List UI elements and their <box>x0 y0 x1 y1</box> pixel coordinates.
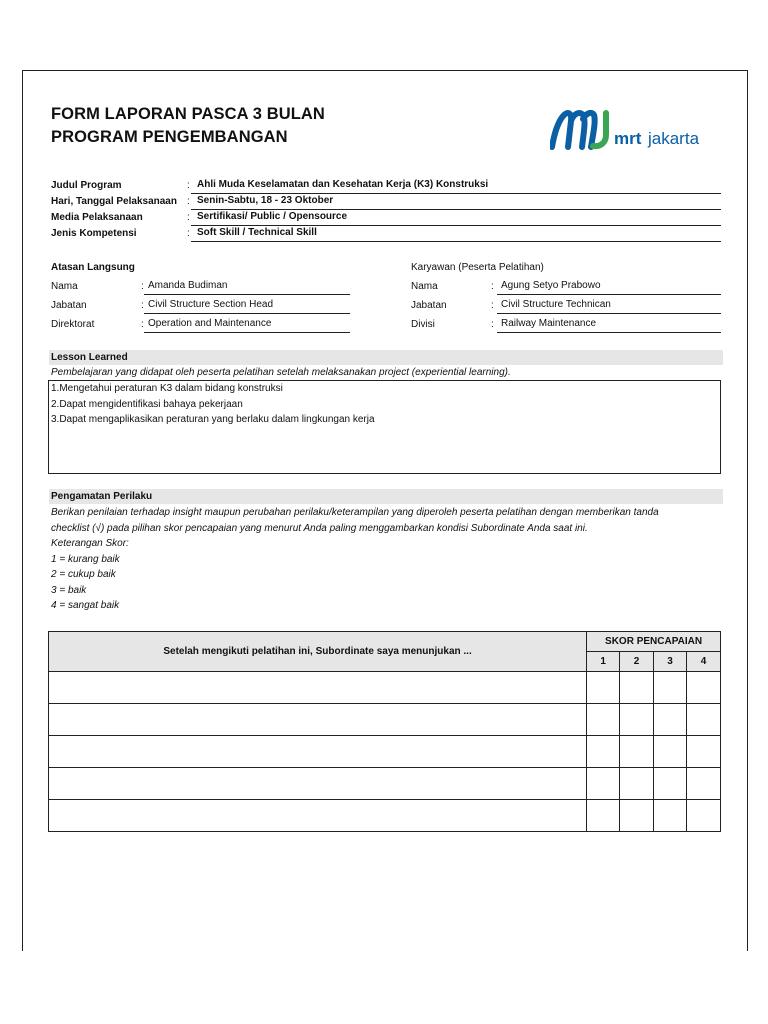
statement-cell[interactable] <box>49 800 587 832</box>
karyawan-label-jabatan: Jabatan <box>411 300 447 311</box>
table-row <box>49 704 721 736</box>
score-cell[interactable] <box>654 800 687 832</box>
score-col-2: 2 <box>620 652 654 672</box>
colon: : <box>187 196 190 207</box>
value-media-pelaksanaan: Sertifikasi/ Public / Opensource <box>191 211 721 226</box>
lesson-item: 2.Dapat mengidentifikasi bahaya pekerjaan <box>51 398 243 410</box>
score-legend-item: 1 = kurang baik <box>51 554 120 565</box>
form-title-line2: PROGRAM PENGEMBANGAN <box>51 128 288 146</box>
atasan-value-direktorat: Operation and Maintenance <box>144 318 350 333</box>
karyawan-value-jabatan: Civil Structure Technican <box>497 299 721 314</box>
lesson-learned-heading: Lesson Learned <box>49 350 723 365</box>
colon: : <box>141 300 144 311</box>
value-judul-program: Ahli Muda Keselamatan dan Kesehatan Kerja (K3) Konstruksi <box>191 179 721 194</box>
statement-cell[interactable] <box>49 704 587 736</box>
score-cell[interactable] <box>587 800 620 832</box>
statement-cell[interactable] <box>49 672 587 704</box>
colon: : <box>141 319 144 330</box>
karyawan-heading: Karyawan (Peserta Pelatihan) <box>411 262 544 273</box>
form-page <box>22 70 748 951</box>
score-legend-item: 2 = cukup baik <box>51 569 116 580</box>
table-row <box>49 768 721 800</box>
score-cell[interactable] <box>687 672 721 704</box>
label-jenis-kompetensi: Jenis Kompetensi <box>51 228 137 239</box>
score-col-4: 4 <box>687 652 721 672</box>
lesson-learned-box <box>48 380 721 474</box>
logo-text-mrt: mrt <box>614 129 642 148</box>
score-cell[interactable] <box>687 704 721 736</box>
karyawan-value-divisi: Railway Maintenance <box>497 318 721 333</box>
karyawan-label-nama: Nama <box>411 281 438 292</box>
score-table <box>48 631 721 832</box>
score-cell[interactable] <box>587 768 620 800</box>
statement-column-header: Setelah mengikuti pelatihan ini, Subordinate saya menunjukan ... <box>49 632 587 672</box>
score-cell[interactable] <box>620 768 654 800</box>
logo-text-jakarta: jakarta <box>648 129 700 148</box>
lesson-item: 3.Dapat mengaplikasikan peraturan yang berlaku dalam lingkungan kerja <box>51 414 375 425</box>
statement-cell[interactable] <box>49 768 587 800</box>
score-cell[interactable] <box>654 672 687 704</box>
pengamatan-heading: Pengamatan Perilaku <box>49 489 723 504</box>
lesson-item: 1.Mengetahui peraturan K3 dalam bidang konstruksi <box>51 383 283 394</box>
score-cell[interactable] <box>654 704 687 736</box>
lesson-learned-description: Pembelajaran yang didapat oleh peserta pelatihan setelah melaksanakan project (experiential learning). <box>51 367 511 378</box>
colon: : <box>187 180 190 191</box>
label-media-pelaksanaan: Media Pelaksanaan <box>51 212 143 223</box>
score-cell[interactable] <box>620 672 654 704</box>
score-cell[interactable] <box>620 704 654 736</box>
table-row <box>49 800 721 832</box>
colon: : <box>491 300 494 311</box>
atasan-label-jabatan: Jabatan <box>51 300 87 311</box>
score-cell[interactable] <box>620 736 654 768</box>
atasan-label-nama: Nama <box>51 281 78 292</box>
score-cell[interactable] <box>654 736 687 768</box>
table-row <box>49 672 721 704</box>
label-judul-program: Judul Program <box>51 180 122 191</box>
score-cell[interactable] <box>687 800 721 832</box>
colon: : <box>187 228 190 239</box>
table-row <box>49 736 721 768</box>
atasan-heading: Atasan Langsung <box>51 262 135 273</box>
pengamatan-instruction-line1: Berikan penilaian terhadap insight maupun perubahan perilaku/keterampilan yang diperoleh peserta pelatihan dengan memberikan tanda <box>51 507 659 518</box>
karyawan-label-divisi: Divisi <box>411 319 435 330</box>
score-cell[interactable] <box>620 800 654 832</box>
colon: : <box>491 281 494 292</box>
score-cell[interactable] <box>587 672 620 704</box>
score-legend-caption: Keterangan Skor: <box>51 538 129 549</box>
pengamatan-instruction-line2: checklist (√) pada pilihan skor pencapaian yang menurut Anda paling menggambarkan kondisi Subordinate Anda saat ini. <box>51 523 588 534</box>
label-hari-tanggal: Hari, Tanggal Pelaksanaan <box>51 196 177 207</box>
atasan-value-nama: Amanda Budiman <box>144 280 350 295</box>
score-cell[interactable] <box>587 704 620 736</box>
statement-cell[interactable] <box>49 736 587 768</box>
mrt-jakarta-logo <box>550 107 710 153</box>
value-jenis-kompetensi: Soft Skill / Technical Skill <box>191 227 721 242</box>
score-legend-item: 3 = baik <box>51 585 87 596</box>
atasan-value-jabatan: Civil Structure Section Head <box>144 299 350 314</box>
score-column-header: SKOR PENCAPAIAN <box>587 632 721 652</box>
score-cell[interactable] <box>654 768 687 800</box>
value-hari-tanggal: Senin-Sabtu, 18 - 23 Oktober <box>191 195 721 210</box>
colon: : <box>141 281 144 292</box>
form-title-line1: FORM LAPORAN PASCA 3 BULAN <box>51 105 325 123</box>
score-col-1: 1 <box>587 652 620 672</box>
score-cell[interactable] <box>587 736 620 768</box>
colon: : <box>491 319 494 330</box>
score-cell[interactable] <box>687 768 721 800</box>
colon: : <box>187 212 190 223</box>
atasan-label-direktorat: Direktorat <box>51 319 95 330</box>
score-col-3: 3 <box>654 652 687 672</box>
karyawan-value-nama: Agung Setyo Prabowo <box>497 280 721 295</box>
score-cell[interactable] <box>687 736 721 768</box>
score-legend-item: 4 = sangat baik <box>51 600 120 611</box>
